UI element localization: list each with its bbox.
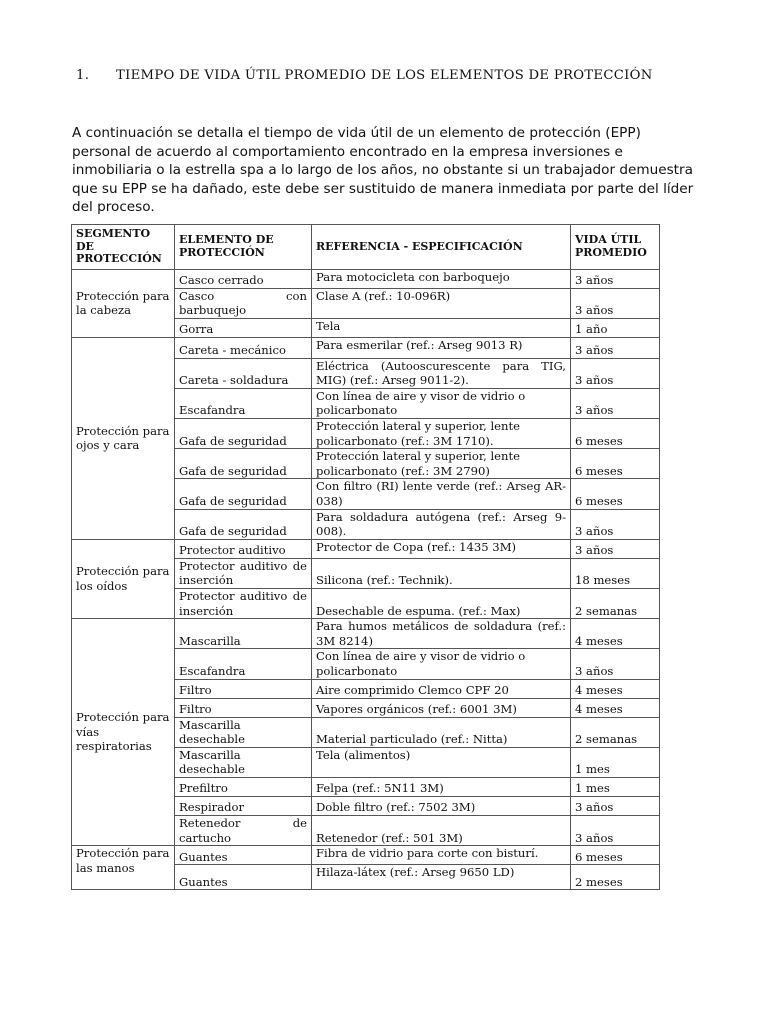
life-cell: 3 años (571, 288, 660, 318)
reference-cell: Protección lateral y superior, lente policarbonato (ref.: 3M 2790) (312, 449, 571, 479)
element-cell: Gafa de seguridad (175, 419, 312, 449)
life-cell: 6 meses (571, 419, 660, 449)
header-segment: SEGMENTO DE PROTECCIÓN (72, 225, 175, 270)
reference-cell: Con línea de aire y visor de vidrio o policarbonato (312, 388, 571, 418)
life-cell: 3 años (571, 388, 660, 418)
reference-cell: Para soldadura autógena (ref.: Arseg 9-008). (312, 509, 571, 539)
life-cell: 6 meses (571, 479, 660, 509)
section-title: TIEMPO DE VIDA ÚTIL PROMEDIO DE LOS ELEMENTOS DE PROTECCIÓN (116, 68, 653, 83)
header-element: ELEMENTO DE PROTECCIÓN (175, 225, 312, 270)
reference-cell: Para motocicleta con barboquejo (312, 269, 571, 288)
segment-cell: Protección para las manos (72, 846, 175, 890)
element-cell: Prefiltro (175, 777, 312, 796)
table-row (72, 846, 660, 865)
life-cell: 3 años (571, 539, 660, 558)
life-cell: 2 meses (571, 865, 660, 890)
reference-cell: Con filtro (RI) lente verde (ref.: Arseg AR-038) (312, 479, 571, 509)
section-number: 1. (76, 68, 90, 83)
life-cell: 3 años (571, 796, 660, 815)
life-cell: 1 mes (571, 777, 660, 796)
table-row (72, 539, 660, 558)
reference-cell: Para esmerilar (ref.: Arseg 9013 R) (312, 337, 571, 358)
element-cell: Gorra (175, 318, 312, 337)
reference-cell: Con línea de aire y visor de vidrio o policarbonato (312, 649, 571, 679)
section-heading (76, 68, 696, 84)
life-cell: 1 año (571, 318, 660, 337)
life-cell: 3 años (571, 337, 660, 358)
segment-cell: Protección para vías respiratorias (72, 619, 175, 846)
epp-lifetime-table (71, 224, 660, 890)
table-header-row (72, 225, 660, 270)
reference-cell: Eléctrica (Autooscurescente para TIG, MIG) (ref.: Arseg 9011-2). (312, 358, 571, 388)
life-cell: 3 años (571, 649, 660, 679)
life-cell: 3 años (571, 269, 660, 288)
life-cell: 6 meses (571, 449, 660, 479)
element-cell: Protector auditivo de inserción (175, 558, 312, 588)
table-row (72, 269, 660, 288)
life-cell: 18 meses (571, 558, 660, 588)
element-cell: Casco cerrado (175, 269, 312, 288)
element-cell: Gafa de seguridad (175, 479, 312, 509)
element-cell: Guantes (175, 865, 312, 890)
life-cell: 4 meses (571, 679, 660, 698)
segment-cell: Protección para la cabeza (72, 269, 175, 337)
header-reference: REFERENCIA - ESPECIFICACIÓN (312, 225, 571, 270)
element-cell: Casco con barbuquejo (175, 288, 312, 318)
reference-cell: Material particulado (ref.: Nitta) (312, 717, 571, 747)
header-life: VIDA ÚTIL PROMEDIO (571, 225, 660, 270)
reference-cell: Protección lateral y superior, lente policarbonato (ref.: 3M 1710). (312, 419, 571, 449)
life-cell: 4 meses (571, 619, 660, 649)
reference-cell: Tela (alimentos) (312, 747, 571, 777)
reference-cell: Desechable de espuma. (ref.: Max) (312, 589, 571, 619)
element-cell: Gafa de seguridad (175, 449, 312, 479)
life-cell: 4 meses (571, 698, 660, 717)
element-cell: Retenedor de cartucho (175, 815, 312, 845)
reference-cell: Hilaza-látex (ref.: Arseg 9650 LD) (312, 865, 571, 890)
life-cell: 6 meses (571, 846, 660, 865)
reference-cell: Aire comprimido Clemco CPF 20 (312, 679, 571, 698)
element-cell: Respirador (175, 796, 312, 815)
element-cell: Escafandra (175, 388, 312, 418)
life-cell: 1 mes (571, 747, 660, 777)
reference-cell: Doble filtro (ref.: 7502 3M) (312, 796, 571, 815)
reference-cell: Vapores orgánicos (ref.: 6001 3M) (312, 698, 571, 717)
reference-cell: Para humos metálicos de soldadura (ref.: 3M 8214) (312, 619, 571, 649)
element-cell: Escafandra (175, 649, 312, 679)
reference-cell: Clase A (ref.: 10-096R) (312, 288, 571, 318)
intro-paragraph: A continuación se detalla el tiempo de vida útil de un elemento de protección (EPP) personal de acuerdo al comportamiento encontrado en la empresa inversiones e inmobiliaria o la estrella spa a lo largo de los años, no obstante si un trabajador demuestra que su EPP se ha dañado, este debe ser sustituido de manera inmediata por parte del líder del proceso. (72, 125, 694, 215)
element-cell: Mascarilla (175, 619, 312, 649)
life-cell: 3 años (571, 509, 660, 539)
element-cell: Guantes (175, 846, 312, 865)
reference-cell: Tela (312, 318, 571, 337)
life-cell: 3 años (571, 358, 660, 388)
element-cell: Protector auditivo de inserción (175, 589, 312, 619)
element-cell: Careta - mecánico (175, 337, 312, 358)
table-row (72, 337, 660, 358)
segment-cell: Protección para ojos y cara (72, 337, 175, 539)
reference-cell: Protector de Copa (ref.: 1435 3M) (312, 539, 571, 558)
element-cell: Filtro (175, 679, 312, 698)
element-cell: Protector auditivo (175, 539, 312, 558)
reference-cell: Retenedor (ref.: 501 3M) (312, 815, 571, 845)
element-cell: Gafa de seguridad (175, 509, 312, 539)
table-row (72, 619, 660, 649)
reference-cell: Felpa (ref.: 5N11 3M) (312, 777, 571, 796)
life-cell: 2 semanas (571, 717, 660, 747)
element-cell: Mascarilla desechable (175, 747, 312, 777)
element-cell: Mascarilla desechable (175, 717, 312, 747)
reference-cell: Silicona (ref.: Technik). (312, 558, 571, 588)
life-cell: 2 semanas (571, 589, 660, 619)
life-cell: 3 años (571, 815, 660, 845)
segment-cell: Protección para los oídos (72, 539, 175, 618)
element-cell: Filtro (175, 698, 312, 717)
element-cell: Careta - soldadura (175, 358, 312, 388)
reference-cell: Fibra de vidrio para corte con bisturí. (312, 846, 571, 865)
